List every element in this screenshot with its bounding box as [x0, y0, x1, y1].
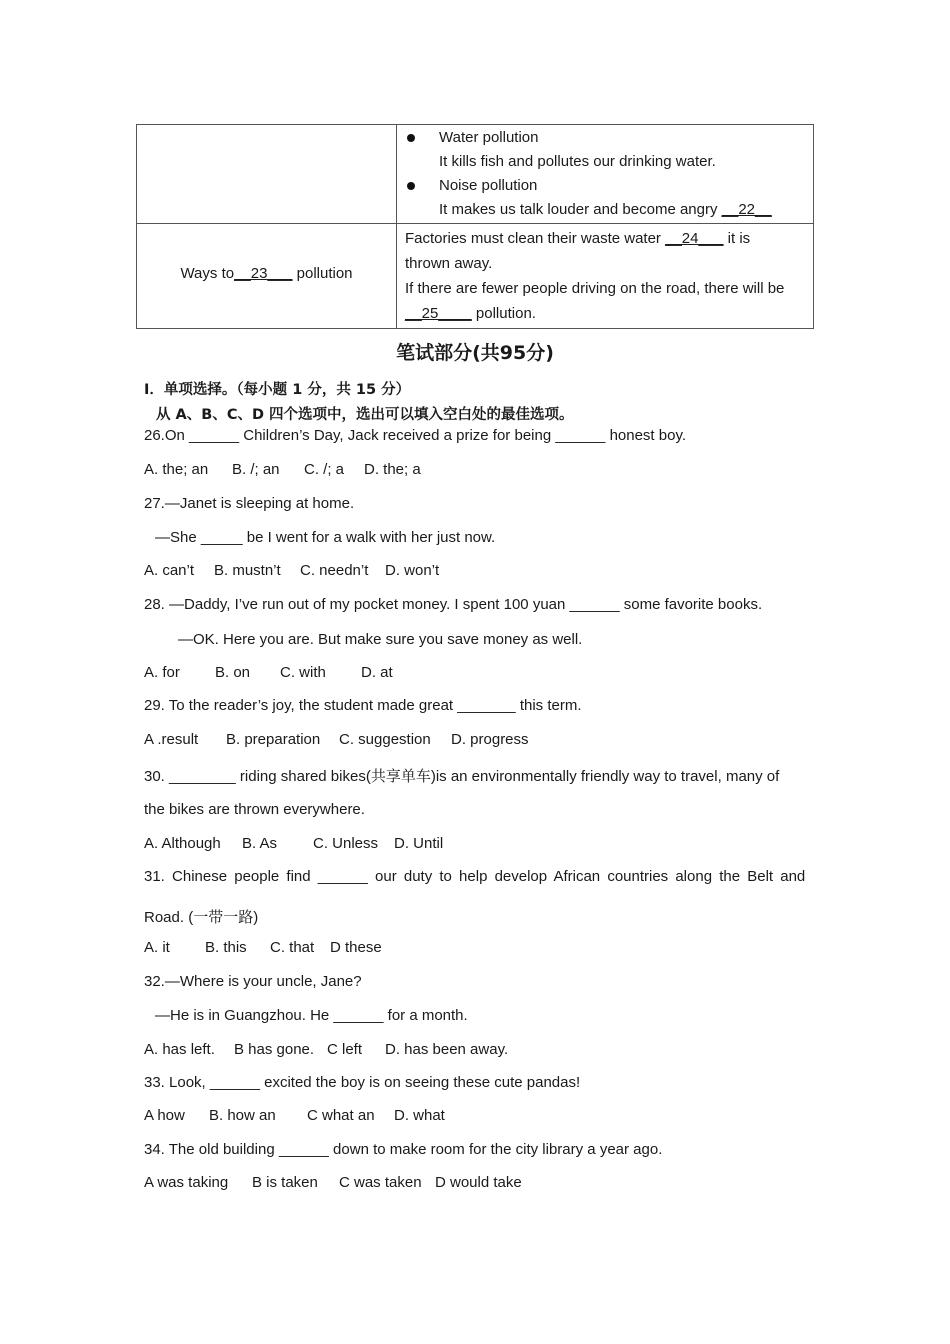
options-33: A how B. how an C what an D. what — [144, 1107, 445, 1124]
question-27-response: —She _____ be I went for a walk with her just now. — [155, 529, 496, 546]
water-pollution-desc: It kills fish and pollutes our drinking water. — [439, 153, 716, 170]
question-31: 31. Chinese people find ______ our duty to help develop African countries along the Belt and — [144, 868, 806, 885]
options-32: A. has left. B has gone. C left D. has been away. — [144, 1041, 509, 1058]
noise-pollution-desc: It makes us talk louder and become angry __22__ — [439, 201, 772, 218]
section-title: 笔试部分(共95分) — [396, 342, 554, 364]
question-26: 26.On ______ Children’s Day, Jack received a prize for being ______ honest boy. — [144, 427, 687, 444]
options-27: A. can’t B. mustn’t C. needn’t D. won’t — [144, 562, 440, 579]
options-28: A. for B. on C. with D. at — [144, 664, 393, 681]
options-31: A. it B. this C. that D these — [144, 939, 382, 956]
question-28-response: —OK. Here you are. But make sure you save money as well. — [178, 631, 583, 648]
bullet-item-water: Water pollution — [397, 126, 813, 150]
pollution-table — [136, 124, 814, 329]
question-29: 29. To the reader’s joy, the student made great _______ this term. — [144, 697, 582, 714]
bullet-item-noise: Noise pollution — [397, 174, 813, 198]
question-32-response: —He is in Guangzhou. He ______ for a month. — [155, 1007, 468, 1024]
options-29: A .result B. preparation C. suggestion D. progress — [144, 731, 529, 748]
question-27: 27.—Janet is sleeping at home. — [144, 495, 355, 512]
bullet-icon — [407, 182, 415, 190]
question-34: 34. The old building ______ down to make room for the city library a year ago. — [144, 1141, 663, 1158]
part-instruction: 从 A、B、C、D 四个选项中，选出可以填入空白处的最佳选项。 — [156, 407, 574, 423]
blank-23: __23___ — [234, 264, 293, 282]
options-34: A was taking B is taken C was taken D would take — [144, 1174, 522, 1191]
question-28: 28. —Daddy, I’ve run out of my pocket money. I spent 100 yuan ______ some favorite books. — [144, 596, 763, 613]
table-cell-pollution-types — [397, 125, 814, 224]
table-cell-ways: Ways to __23___ pollution — [137, 224, 397, 329]
options-30: A. Although B. As C. Unless D. Until — [144, 835, 444, 852]
question-31-cont: Road. (一带一路) — [144, 909, 259, 926]
table-cell-empty — [137, 125, 397, 224]
question-33: 33. Look, ______ excited the boy is on seeing these cute pandas! — [144, 1074, 581, 1091]
bullet-icon — [407, 134, 415, 142]
blank-25: __25____ — [405, 305, 472, 322]
question-30: 30. ________ riding shared bikes(共享单车)is an environmentally friendly way to travel, many of — [144, 768, 780, 785]
blank-24: __24___ — [665, 230, 724, 247]
options-26: A. the; an B. /; an C. /; a D. the; a — [144, 461, 421, 478]
table-cell-solutions: Factories must clean their waste water __24___ it is thrown away. If there are fewer people driving on the road, there will be __25____ pollution. — [397, 224, 814, 329]
question-32: 32.—Where is your uncle, Jane? — [144, 973, 362, 990]
question-30-cont: the bikes are thrown everywhere. — [144, 801, 365, 818]
blank-22: __22__ — [721, 201, 772, 218]
part-heading: I．单项选择。（每小题 1 分，共 15 分） — [144, 382, 411, 398]
